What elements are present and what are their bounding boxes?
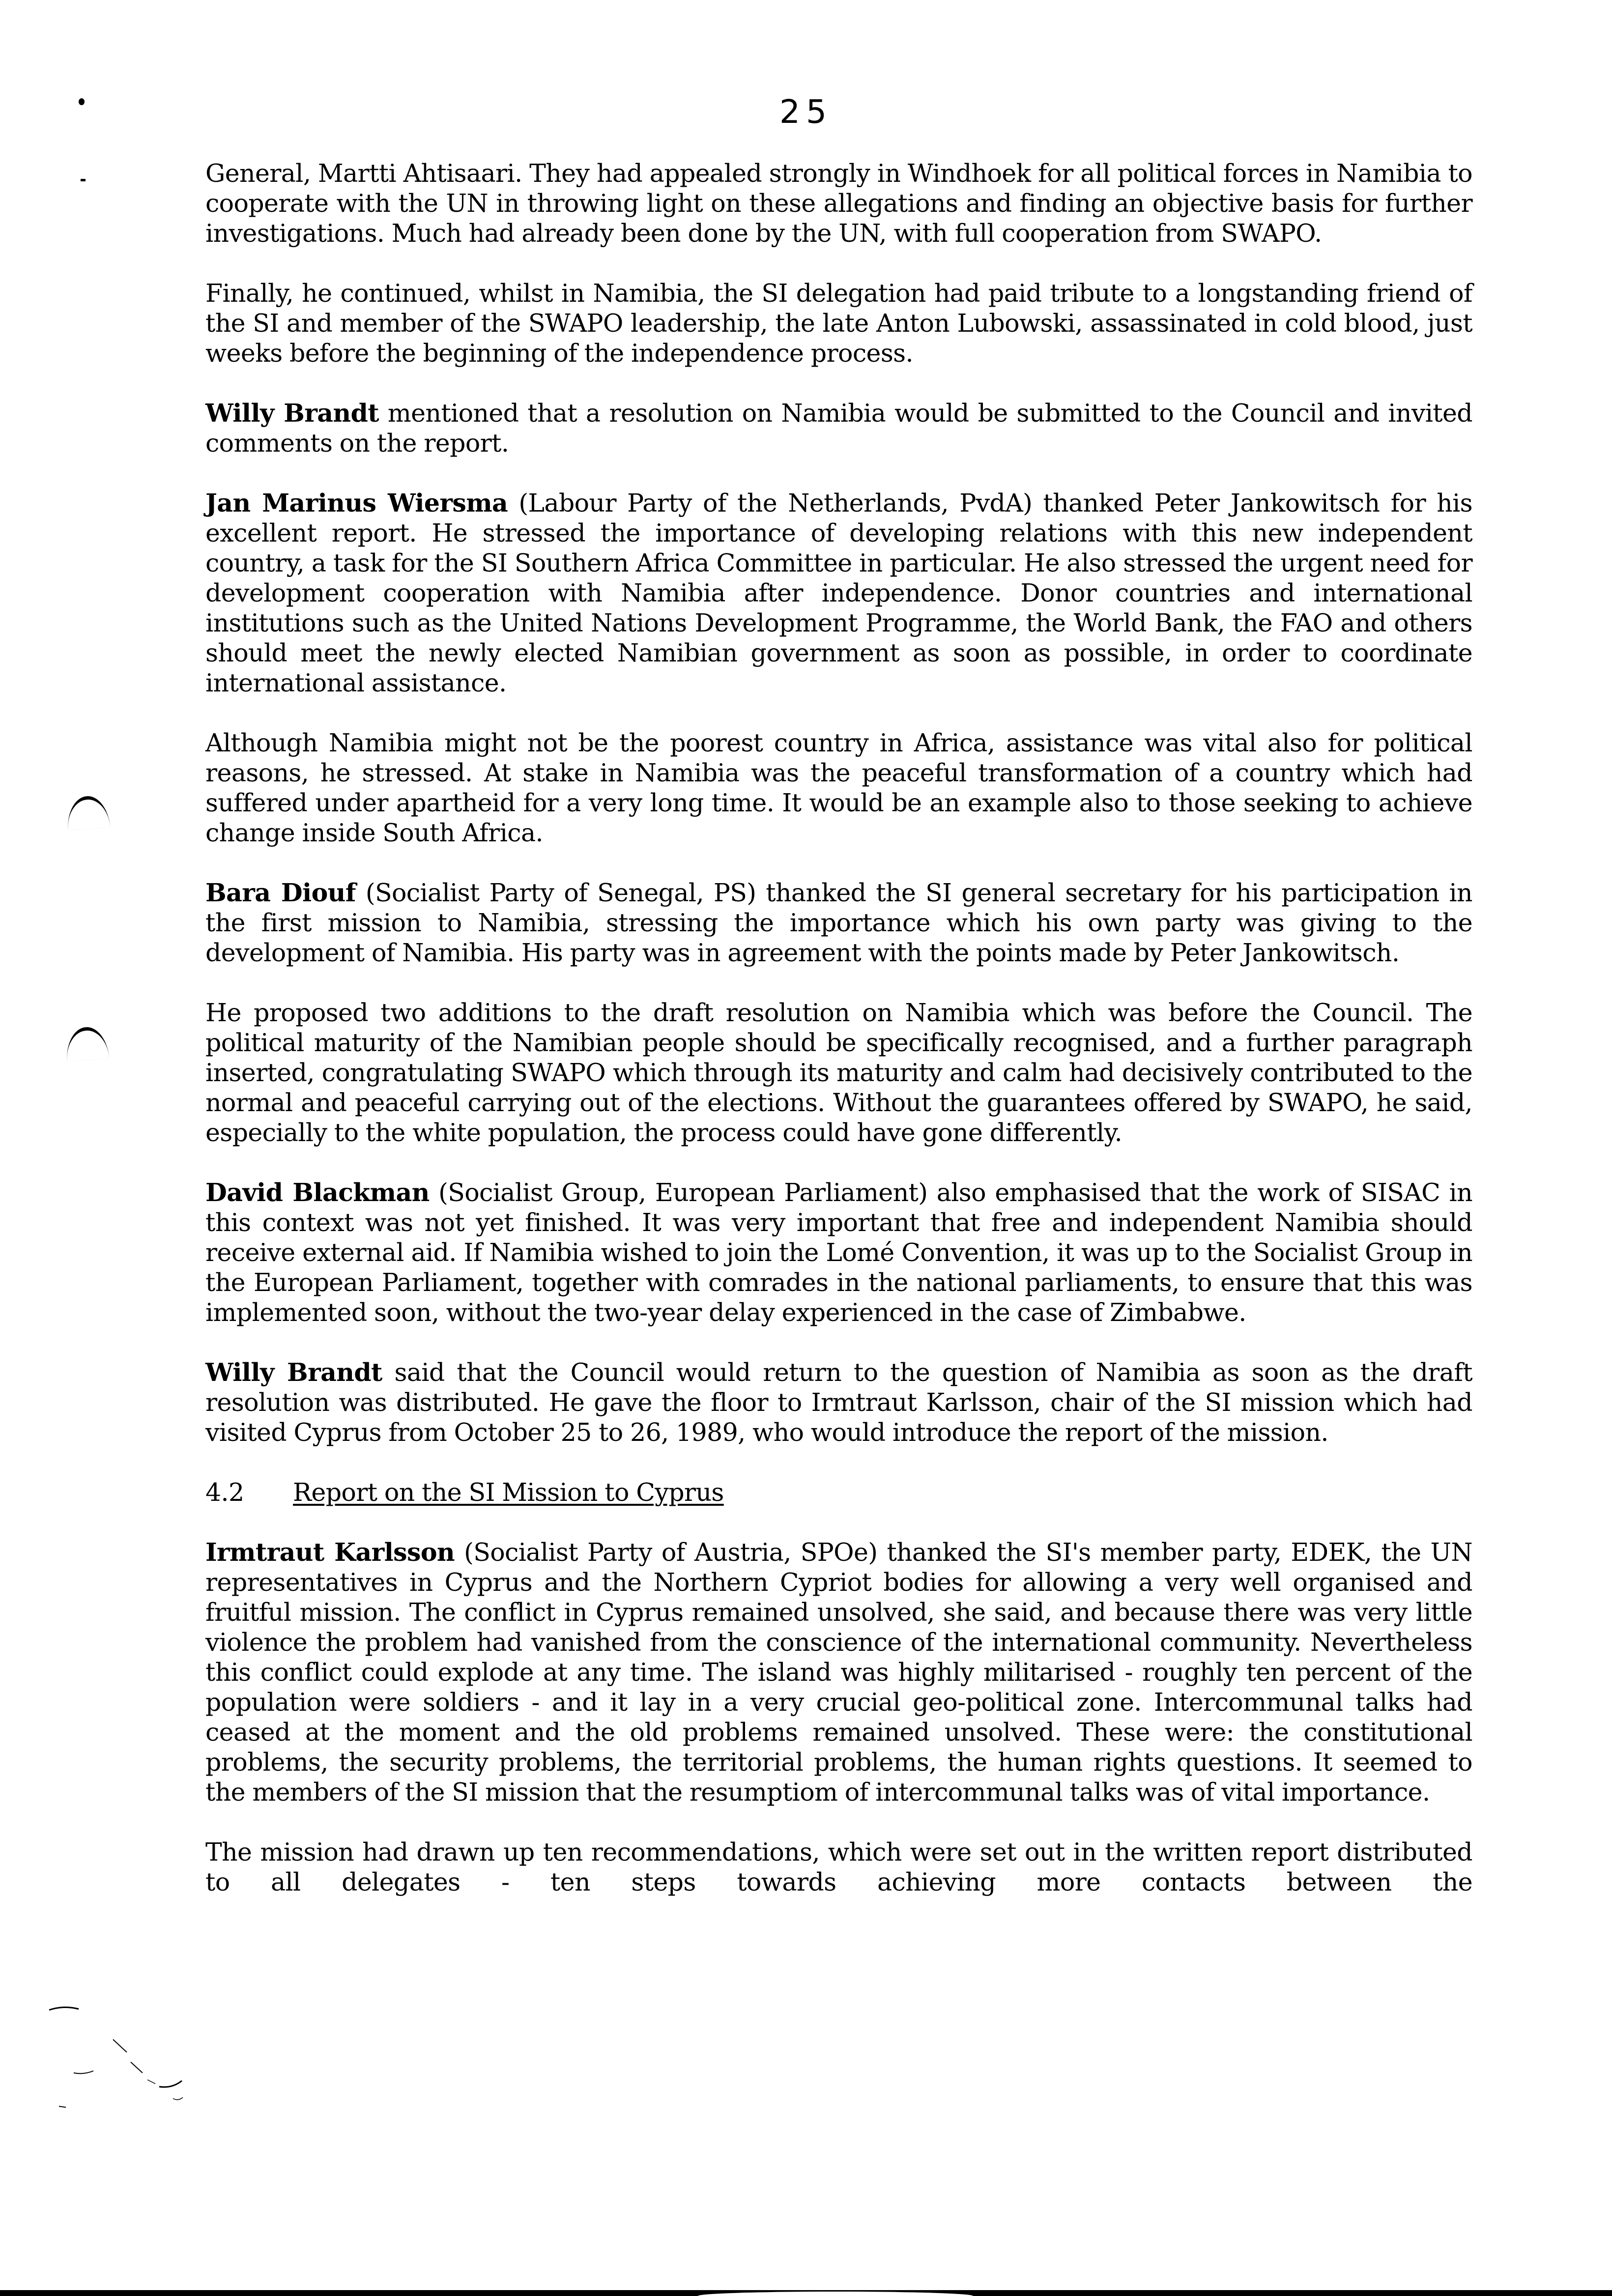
margin-dash-mark xyxy=(81,179,86,181)
punch-hole-mark-icon xyxy=(65,1026,109,1062)
paragraph-text: (Labour Party of the Netherlands, PvdA) thanked Peter Jankowitsch for his excellent report. He stressed the importance of developing relations with this new independent country, a task for the SI Southern Africa Committee in particular. He also stressed the urgent need for development cooperation with Namibia after independence. Donor countries and international institutions such as the United Nations Development Programme, the World Bank, the FAO and others should meet the newly elected Namibian government as soon as possible, in order to coordinate international assistance. xyxy=(205,488,1473,697)
paragraph-text: General, Martti Ahtisaari. They had appealed strongly in Windhoek for all political forces in Namibia to cooperate with the UN in throwing light on these allegations and finding an objective basis for further investigations. Much had already been done by the UN, with full cooperation from SWAPO. xyxy=(205,159,1472,248)
paragraph-text: The mission had drawn up ten recommendations, which were set out in the written report distributed to all delegates - ten steps towards achieving more contacts between the xyxy=(205,1837,1472,1896)
speaker-name: Willy Brandt xyxy=(205,399,379,428)
page-number: 25 xyxy=(779,93,833,131)
paragraph-text: (Socialist Party of Austria, SPOe) thanked the SI's member party, EDEK, the UN representatives in Cyprus and the Northern Cypriot bodies for allowing a very well organised and fruitful mission. The conflict in Cyprus remained unsolved, she said, and because there was very little violence the problem had vanished from the conscience of the international community. Nevertheless this conflict could explode at any time. The island was highly militarised - roughly ten percent of the population were soldiers - and it lay in a very crucial geo-political zone. Intercommunal talks had ceased at the moment and the old problems remained unsolved. These were: the constitutional problems, the security problems, the territorial problems, the human rights questions. It seemed to the members of the SI mission that the resumptiom of intercommunal talks was of vital importance. xyxy=(205,1538,1472,1807)
paragraph xyxy=(205,158,1472,248)
speaker-name: Bara Diouf xyxy=(205,878,356,907)
section-title: Report on the SI Mission to Cyprus xyxy=(293,1478,724,1507)
paragraph xyxy=(205,998,1472,1148)
paragraph-continued xyxy=(205,1837,1472,1897)
paragraph-text: mentioned that a resolution on Namibia would be submitted to the Council and invited comments on the report. xyxy=(205,399,1473,458)
paragraph xyxy=(205,278,1472,368)
document-body xyxy=(205,158,1472,1927)
paragraph-text: (Socialist Party of Senegal, PS) thanked the SI general secretary for his participation in the first mission to Namibia, stressing the importance which his own party was giving to the development of Namibia. His party was in agreement with the points made by Peter Jankowitsch. xyxy=(205,878,1472,967)
speaker-name: Irmtraut Karlsson xyxy=(205,1538,455,1567)
speaker-name: Willy Brandt xyxy=(205,1358,382,1387)
paragraph-text: Finally, he continued, whilst in Namibia, the SI delegation had paid tribute to a longstanding friend of the SI and member of the SWAPO leadership, the late Anton Lubowski, assassinated in cold blood, just weeks before the beginning of the independence process. xyxy=(205,279,1472,368)
speaker-name: David Blackman xyxy=(205,1178,430,1207)
paragraph-text: He proposed two additions to the draft resolution on Namibia which was before the Council. The political maturity of the Namibian people should be specifically recognised, and a further paragraph inserted, congratulating SWAPO which through its maturity and calm had decisively contributed to the normal and peaceful carrying out of the elections. Without the guarantees offered by SWAPO, he said, especially to the white population, the process could have gone differently. xyxy=(205,998,1472,1147)
paragraph-bara-diouf xyxy=(205,878,1472,968)
punch-hole-mark-icon xyxy=(66,795,110,831)
section-number: 4.2 xyxy=(205,1478,244,1507)
speaker-name: Jan Marinus Wiersma xyxy=(205,488,508,517)
paragraph xyxy=(205,728,1472,848)
paragraph-text: (Socialist Group, European Parliament) also emphasised that the work of SISAC in this context was not yet finished. It was very important that free and independent Namibia should receive external aid. If Namibia wished to join the Lomé Convention, it was up to the Socialist Group in the European Parliament, together with comrades in the national parliaments, to ensure that this was implemented soon, without the two-year delay experienced in the case of Zimbabwe. xyxy=(205,1178,1473,1327)
paragraph-text: said that the Council would return to the question of Namibia as soon as the draft resolution was distributed. He gave the floor to Irmtraut Karlsson, chair of the SI mission which had visited Cyprus from October 25 to 26, 1989, who would introduce the report of the mission. xyxy=(205,1358,1472,1447)
paragraph-willy-brandt-1 xyxy=(205,398,1472,458)
paragraph-david-blackman xyxy=(205,1177,1472,1327)
paragraph-irmtraut-karlsson xyxy=(205,1537,1472,1807)
paragraph-jan-marinus-wiersma xyxy=(205,488,1472,698)
section-heading xyxy=(205,1477,1472,1507)
margin-scribble-icon xyxy=(39,1990,187,2108)
paragraph-text: Although Namibia might not be the poorest country in Africa, assistance was vital also for political reasons, he stressed. At stake in Namibia was the peaceful transformation of a country which had suffered under apartheid for a very long time. It would be an example also to those seeking to achieve change inside South Africa. xyxy=(205,728,1472,847)
paragraph-willy-brandt-2 xyxy=(205,1357,1472,1447)
